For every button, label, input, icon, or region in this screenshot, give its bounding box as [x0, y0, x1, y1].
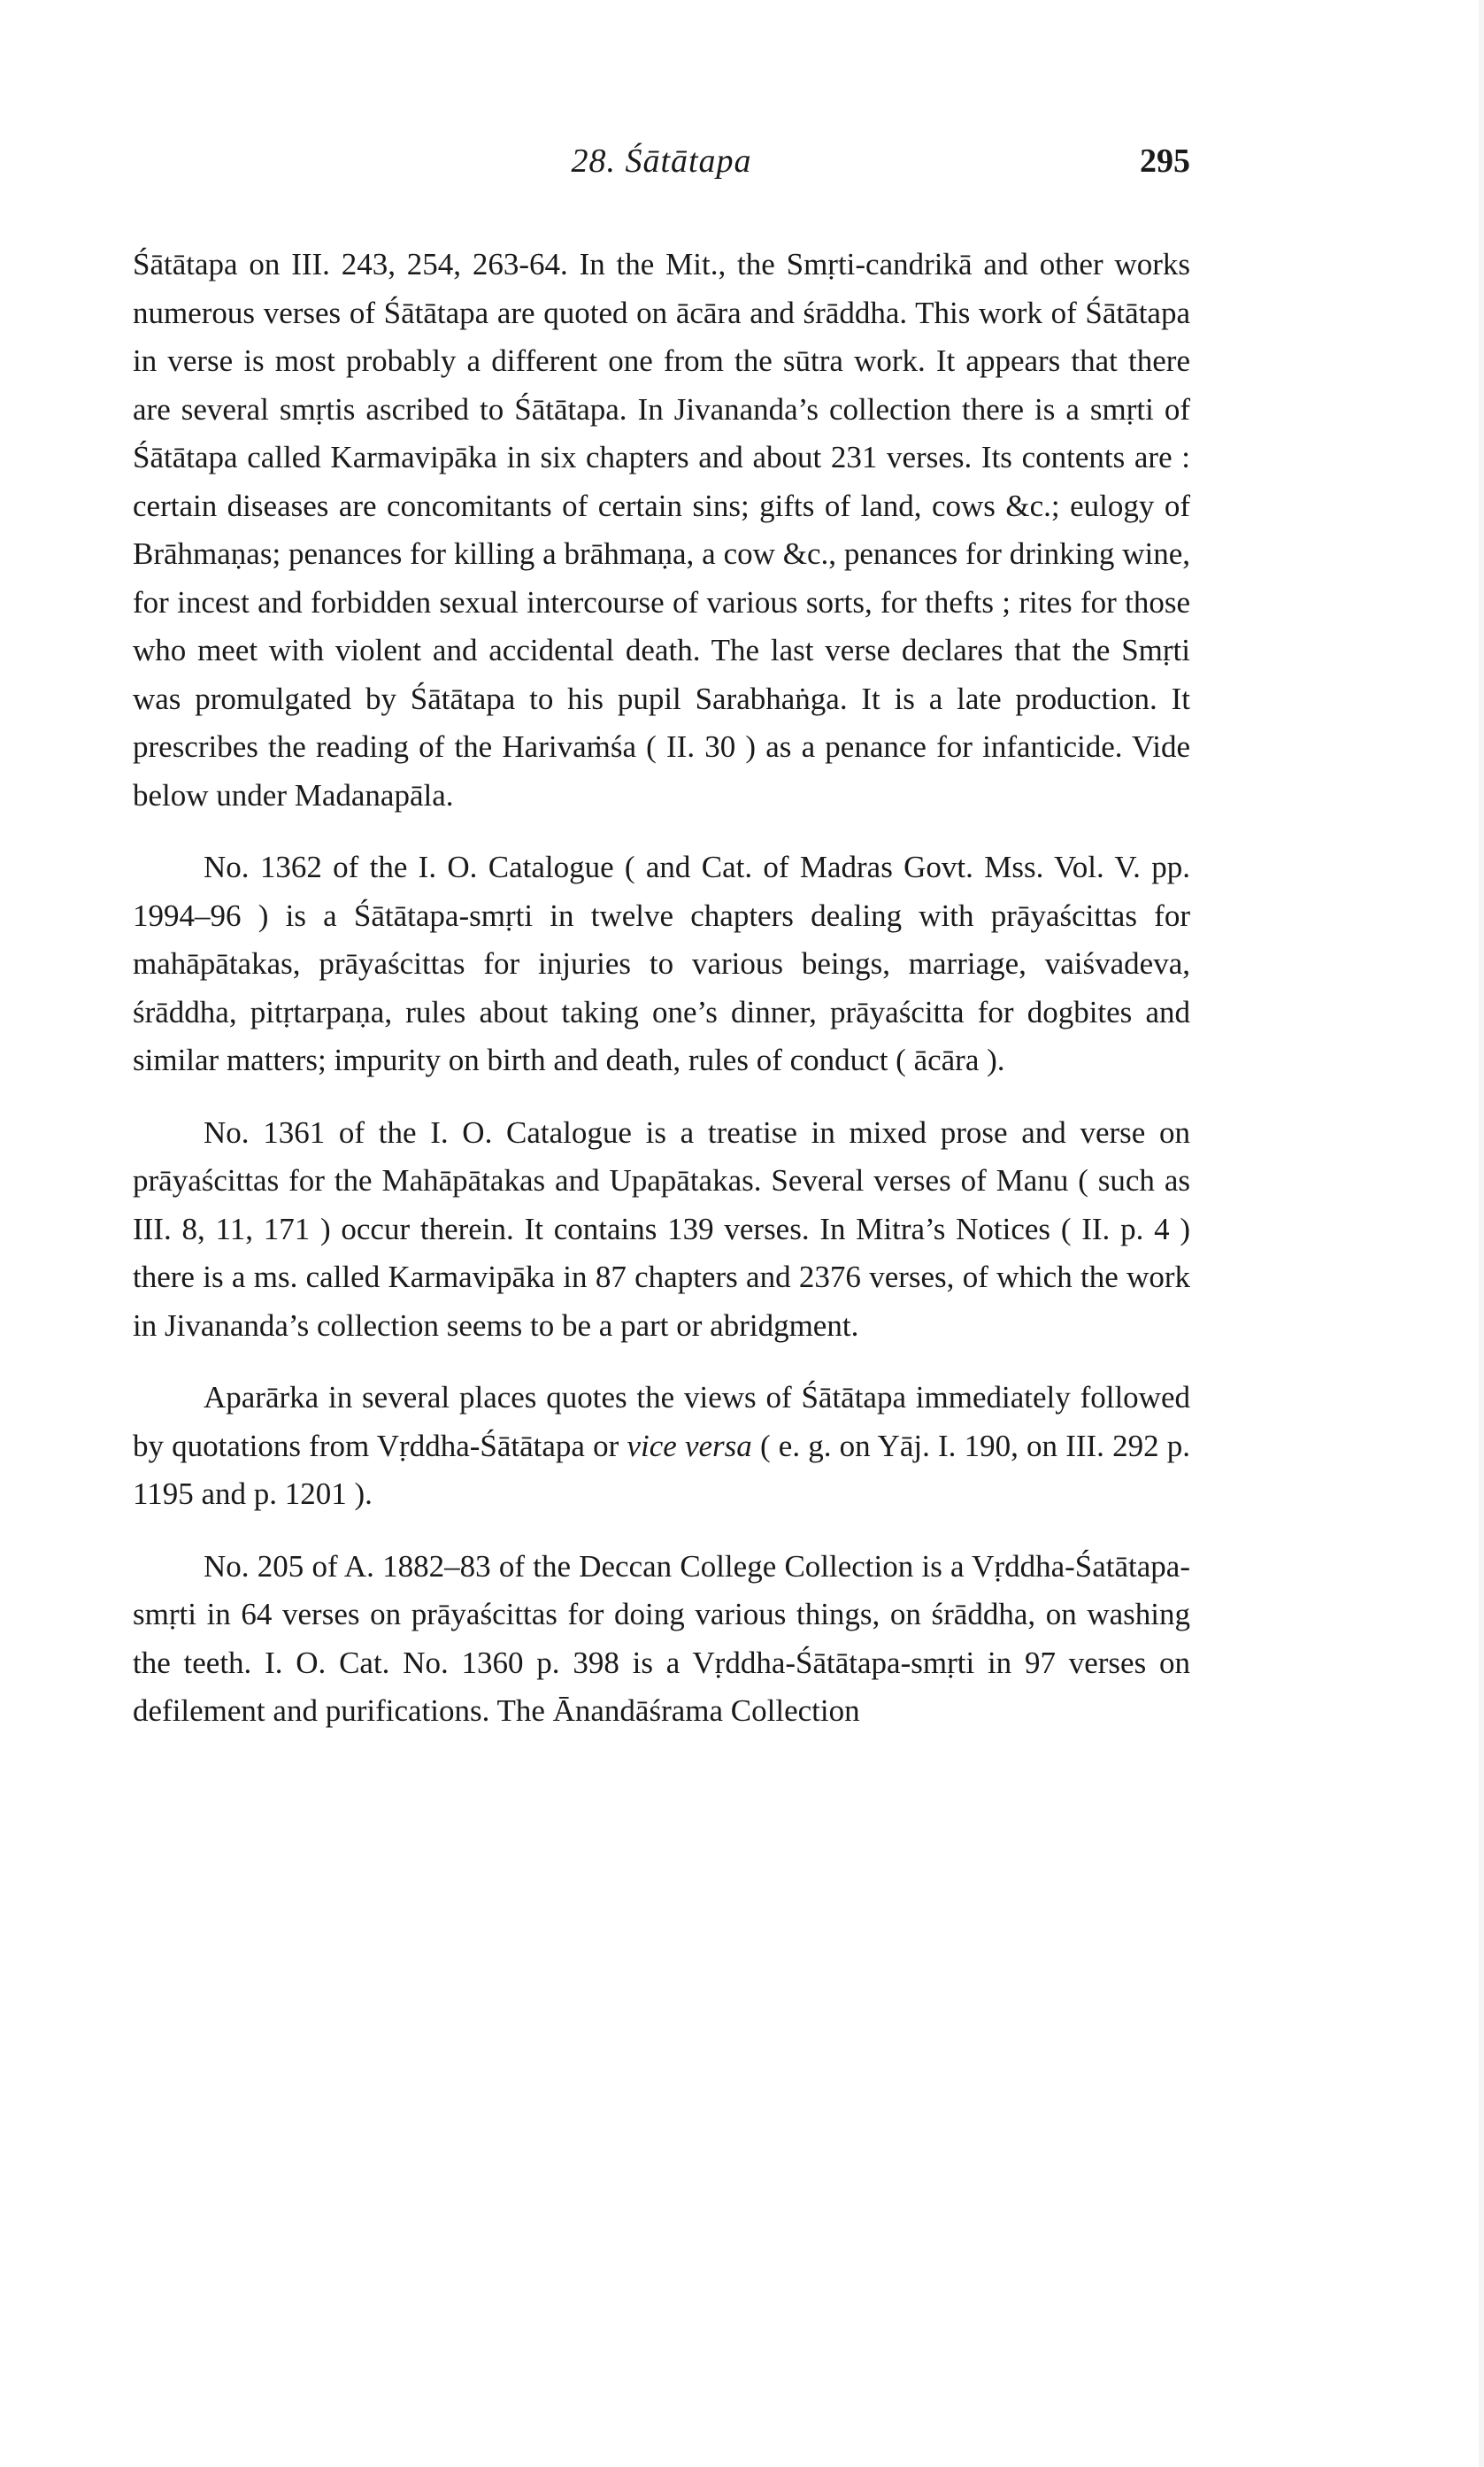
- paragraph-apararka: [133, 1374, 1190, 1519]
- paragraph-deccan-205: No. 205 of A. 1882–83 of the Deccan College Collection is a Vṛddha-Śatātapa-smṛti in 64 verses on prāyaścittas for doing various things, on śrāddha, on washing the teeth. I. O. Cat. No. 1360 p. 398 is a Vṛddha-Śātātapa-smṛti in 97 verses on defilement and purifications. The Ānandāśrama Collection: [133, 1548, 1190, 1728]
- vice-versa-emphasis: vice versa: [627, 1428, 752, 1463]
- paragraph-satatapa-smrti: Śātātapa on III. 243, 254, 263-64. In the Mit., the Smṛti-candrikā and other works numerous verses of Śātātapa are quoted on ācāra and śrāddha. This work of Śātātapa in verse is most probably a different one from the sūtra work. It appears that there are several smṛtis ascribed to Śātātapa. In Jivananda’s collection there is a smṛti of Śātātapa called Karmavipāka in six chapters and about 231 verses. Its contents are : certain diseases are concomitants of certain sins; gifts of land, cows &c.; eulogy of Brāhmaṇas; penances for killing a brāhmaṇa, a cow &c., penances for drinking wine, for incest and forbidden sexual intercourse of various sorts, for thefts ; rites for those who meet with violent and accidental death. The last verse declares that the Smṛti was promulgated by Śātātapa to his pupil Sarabhaṅga. It is a late production. It prescribes the reading of the Harivaṁśa ( II. 30 ) as a penance for infanticide. Vide below under Madanapāla.: [133, 247, 1190, 813]
- paragraph-io-1362: No. 1362 of the I. O. Catalogue ( and Cat. of Madras Govt. Mss. Vol. V. pp. 1994–96 ) is a Śātātapa-smṛti in twelve chapters dealing with prāyaścittas for mahāpātakas, prāyaścittas for injuries to various beings, marriage, vaiśvadeva, śrāddha, pitṛtarpaṇa, rules about taking one’s dinner, prāyaścitta for dogbites and similar matters; impurity on birth and death, rules of conduct ( ācāra ).: [133, 850, 1190, 1077]
- apararka-text-before: Aparārka in several places quotes the views of Śātātapa immediately followed by quotations from Vṛddha-Śātātapa or: [133, 1380, 1190, 1463]
- scan-edge: [1479, 0, 1484, 2467]
- apararka-text-after: ( e. g. on Yāj. I. 190, on III. 292 p. 1195 and p. 1201 ).: [133, 1428, 1191, 1511]
- book-page: [133, 142, 1190, 1736]
- paragraph-io-1361: No. 1361 of the I. O. Catalogue is a treatise in mixed prose and verse on prāyaścittas for the Mahāpātakas and Upapātakas. Several verses of Manu ( such as III. 8, 11, 171 ) occur therein. It contains 139 verses. In Mitra’s Notices ( II. p. 4 ) there is a ms. called Karmavipāka in 87 chapters and 2376 verses, of which the work in Jivananda’s collection seems to be a part or abridgment.: [133, 1114, 1190, 1343]
- running-title: 28. Śātātapa: [571, 143, 752, 180]
- page-number: 295: [1140, 143, 1190, 180]
- running-head: [133, 142, 1190, 195]
